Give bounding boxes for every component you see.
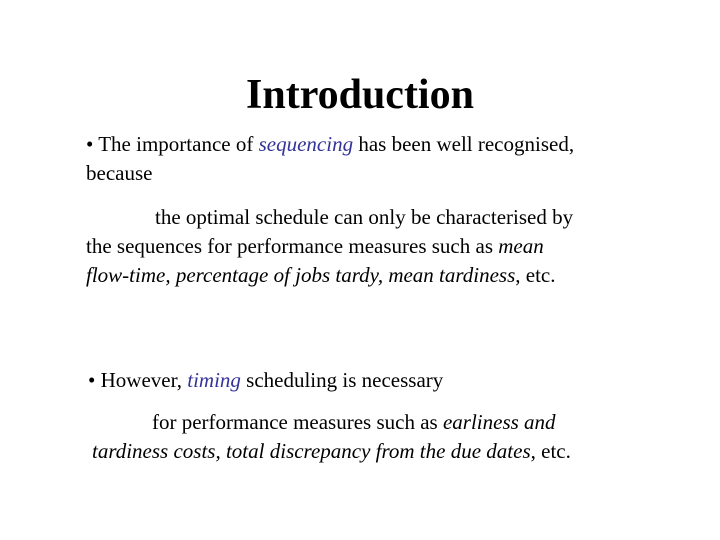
bullet2-line-1 — [88, 366, 443, 395]
bullet2-text-post: scheduling is necessary — [240, 368, 444, 392]
detail-timing — [92, 408, 571, 466]
highlight-sequencing: sequencing — [258, 132, 354, 156]
bullet-point-sequencing — [86, 130, 574, 188]
detail-line-2 — [86, 232, 573, 261]
bullet-text-pre: The importance of — [98, 132, 259, 156]
bullet-line-1 — [86, 130, 574, 159]
slide-title: Introduction — [246, 72, 474, 118]
bullet2-text-pre: However, — [100, 368, 188, 392]
detail2-line-2 — [92, 437, 571, 466]
bullet-text-post: has been well recognised, — [353, 132, 575, 156]
detail-line-1: the optimal schedule can only be characterised by — [155, 205, 574, 229]
bullet2-marker: • — [88, 368, 101, 392]
detail2-line-1 — [92, 408, 571, 437]
detail2-line-1-em: earliness and — [442, 410, 556, 434]
detail-line-3-text: , etc. — [515, 263, 556, 287]
detail-line-2-em: mean — [498, 234, 544, 258]
detail-line-3 — [86, 261, 573, 290]
bullet-line-2: because — [86, 161, 153, 185]
detail-sequencing — [86, 203, 573, 290]
detail-line-3-em: flow-time, percentage of jobs tardy, mean tardiness — [86, 263, 516, 287]
highlight-timing: timing — [187, 368, 241, 392]
detail2-line-1-text: for performance measures such as — [152, 410, 443, 434]
bullet-point-timing — [88, 366, 443, 395]
detail2-line-2-text: , etc. — [530, 439, 571, 463]
detail2-line-2-em: tardiness costs, total discrepancy from the due dates — [92, 439, 531, 463]
detail-line-2-text: the sequences for performance measures such as — [86, 234, 499, 258]
bullet-marker: • — [86, 132, 99, 156]
